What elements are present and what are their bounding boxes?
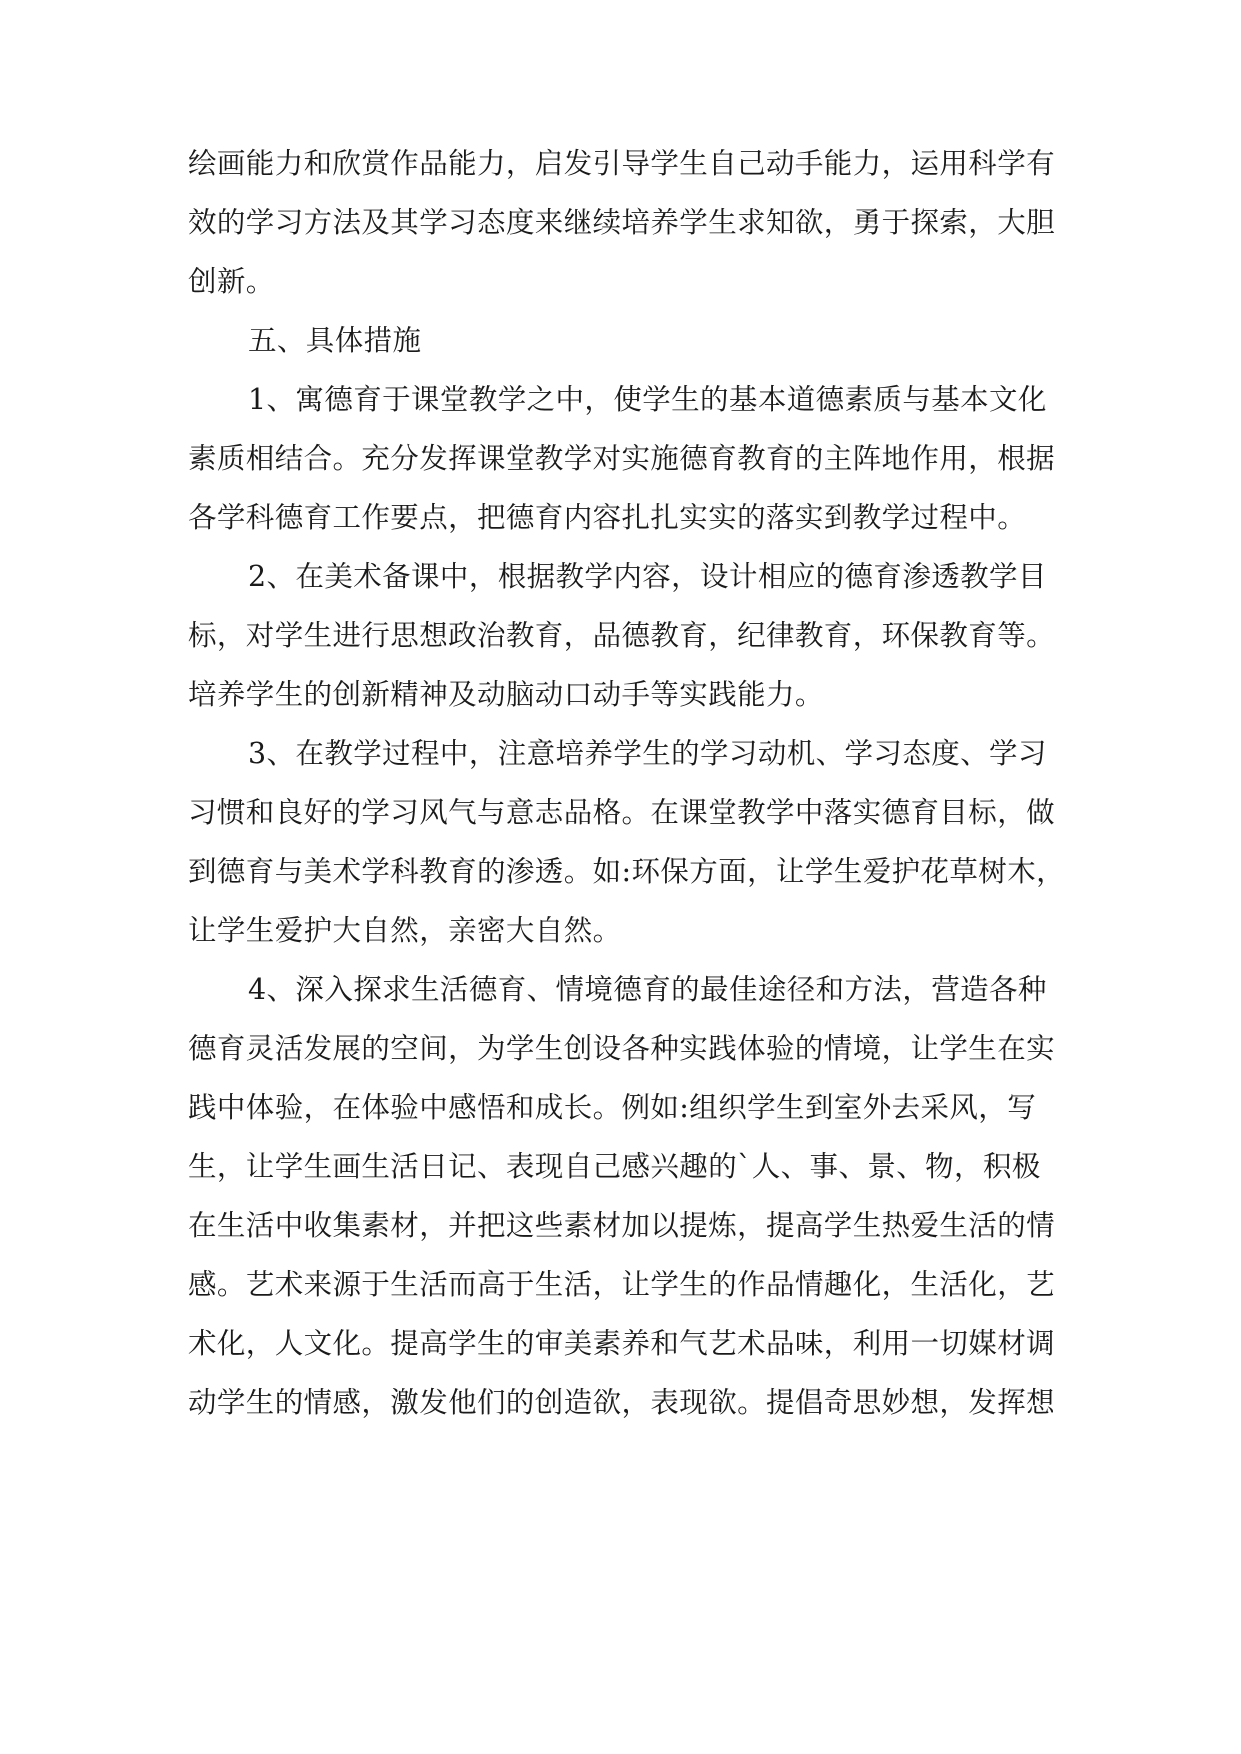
text-line: 创新。 xyxy=(188,265,275,298)
text-line: 动学生的情感，激发他们的创造欲，表现欲。提倡奇思妙想，发挥想 xyxy=(188,1386,1056,1419)
text-line: 践中体验，在体验中感悟和成长。例如:组织学生到室外去采风，写 xyxy=(188,1091,1037,1124)
text-line: 在生活中收集素材，并把这些素材加以提炼，提高学生热爱生活的情 xyxy=(188,1209,1056,1242)
text-line: 德育灵活发展的空间，为学生创设各种实践体验的情境，让学生在实 xyxy=(188,1032,1056,1065)
text-line: 各学科德育工作要点，把德育内容扎扎实实的落实到教学过程中。 xyxy=(188,501,1027,534)
text-line: 术化，人文化。提高学生的审美素养和气艺术品味，利用一切媒材调 xyxy=(188,1327,1056,1360)
text-line: 习惯和良好的学习风气与意志品格。在课堂教学中落实德育目标，做 xyxy=(188,796,1056,829)
text-line: 感。艺术来源于生活而高于生活，让学生的作品情趣化，生活化，艺 xyxy=(188,1268,1056,1301)
text-line: 生，让学生画生活日记、表现自己感兴趣的`人、事、景、物，积极 xyxy=(188,1150,1041,1183)
text-line: 3、在教学过程中，注意培养学生的学习动机、学习态度、学习 xyxy=(248,737,1047,770)
text-line: 到德育与美术学科教育的渗透。如:环保方面，让学生爱护花草树木， xyxy=(188,855,1066,888)
text-line: 培养学生的创新精神及动脑动口动手等实践能力。 xyxy=(188,678,824,711)
text-line: 让学生爱护大自然，亲密大自然。 xyxy=(188,914,622,947)
text-line: 4、深入探求生活德育、情境德育的最佳途径和方法，营造各种 xyxy=(248,973,1047,1006)
text-line: 标，对学生进行思想政治教育，品德教育，纪律教育，环保教育等。 xyxy=(188,619,1056,652)
text-line: 素质相结合。充分发挥课堂教学对实施德育教育的主阵地作用，根据 xyxy=(188,442,1056,475)
text-line: 2、在美术备课中，根据教学内容，设计相应的德育渗透教学目 xyxy=(248,560,1047,593)
text-line: 效的学习方法及其学习态度来继续培养学生求知欲，勇于探索，大胆 xyxy=(188,206,1056,239)
text-line: 绘画能力和欣赏作品能力，启发引导学生自己动手能力，运用科学有 xyxy=(188,147,1056,180)
section-heading: 五、具体措施 xyxy=(248,324,422,357)
text-line: 1、寓德育于课堂教学之中，使学生的基本道德素质与基本文化 xyxy=(248,383,1047,416)
